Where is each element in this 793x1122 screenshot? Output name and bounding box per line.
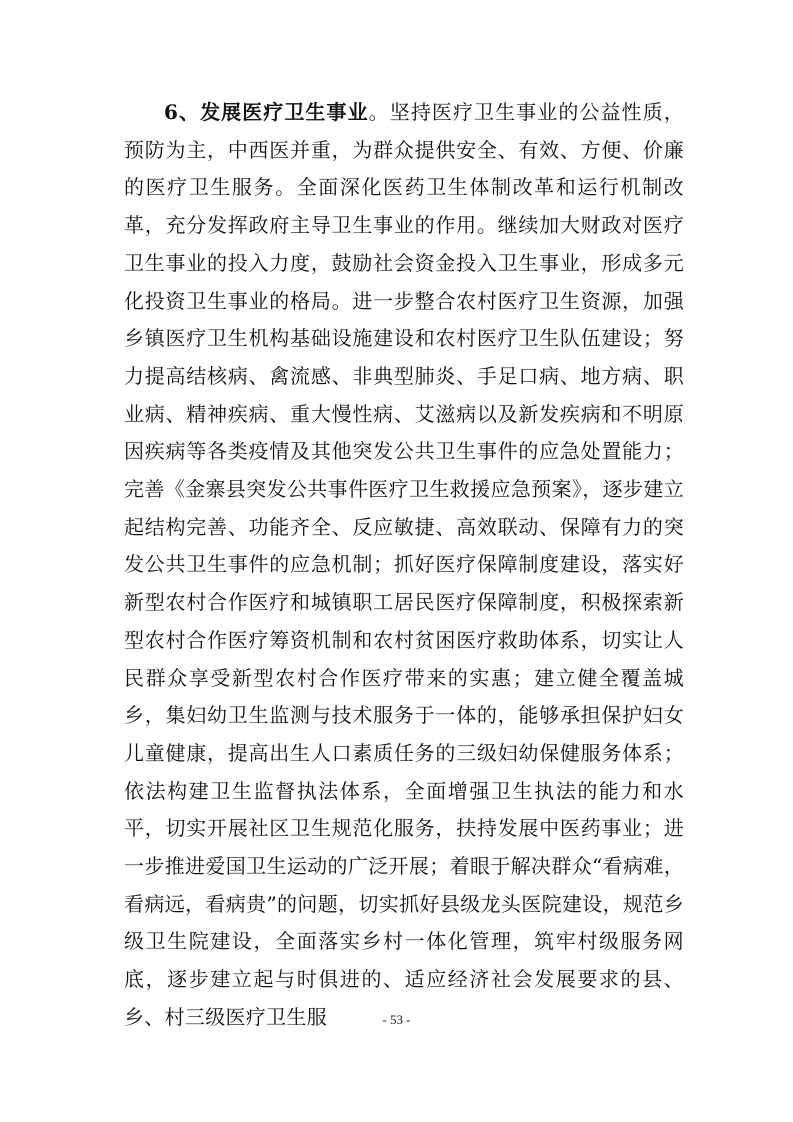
- section-paragraph: [124, 94, 684, 1037]
- page-number: - 53 -: [382, 1012, 411, 1027]
- section-heading: 6、发展医疗卫生事业: [164, 100, 369, 124]
- section-body-text: 。坚持医疗卫生事业的公益性质，预防为主，中西医并重，为群众提供安全、有效、方便、价廉的医疗卫生服务。全面深化医药卫生体制改革和运行机制改革，充分发挥政府主导卫生事业的作用。继续加大财政对医疗卫生事业的投入力度，鼓励社会资金投入卫生事业，形成多元化投资卫生事业的格局。进一步整合农村医疗卫生资源，加强乡镇医疗卫生机构基础设施建设和农村医疗卫生队伍建设；努力提高结核病、禽流感、非典型肺炎、手足口病、地方病、职业病、精神疾病、重大慢性病、艾滋病以及新发疾病和不明原因疾病等各类疫情及其他突发公共卫生事件的应急处置能力；完善《金寨县突发公共事件医疗卫生救援应急预案》，逐步建立起结构完善、功能齐全、反应敏捷、高效联动、保障有力的突发公共卫生事件的应急机制；抓好医疗保障制度建设，落实好新型农村合作医疗和城镇职工居民医疗保障制度，积极探索新型农村合作医疗筹资机制和农村贫困医疗救助体系，切实让人民群众享受新型农村合作医疗带来的实惠；建立健全覆盖城乡，集妇幼卫生监测与技术服务于一体的，能够承担保护妇女儿童健康，提高出生人口素质任务的三级妇幼保健服务体系；依法构建卫生监督执法体系，全面增强卫生执法的能力和水平，切实开展社区卫生规范化服务，扶持发展中医药事业；进一步推进爱国卫生运动的广泛开展；着眼于解决群众“看病难，看病远，看病贵”的问题，切实抓好县级龙头医院建设，规范乡级卫生院建设，全面落实乡村一体化管理，筑牢村级服务网底，逐步建立起与时俱进的、适应经济社会发展要求的县、乡、村三级医疗卫生服: [124, 100, 685, 1029]
